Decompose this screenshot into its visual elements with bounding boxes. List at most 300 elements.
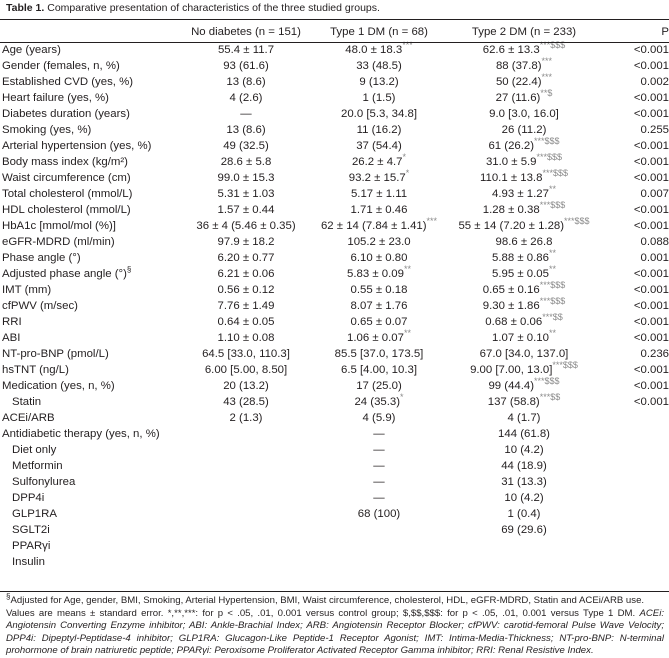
row-label-text: hsTNT (ng/L) [2, 364, 69, 376]
header-cell-type1: Type 1 DM (n = 68) [330, 26, 428, 38]
table-row [0, 170, 669, 186]
cell-no-diabetes-text: 0.56 ± 0.12 [217, 284, 275, 296]
table-row [0, 154, 669, 170]
cell-type2-text: 4.93 ± 1.27 [492, 188, 549, 200]
cell-no-diabetes-text: 28.6 ± 5.8 [220, 156, 272, 168]
header-cell-type2: Type 2 DM (n = 233) [471, 26, 577, 38]
header-cell-no-diabetes: No diabetes (n = 151) [191, 26, 301, 38]
cell-type2-text: 0.65 ± 0.16 [482, 284, 540, 296]
row-label [0, 474, 188, 490]
cell-type1 [304, 490, 454, 506]
cell-type1-text: 0.55 ± 0.18 [350, 284, 408, 296]
row-label [0, 42, 188, 58]
table-row [0, 394, 669, 410]
cell-type1-text: 68 (100) [357, 508, 401, 520]
cell-type2 [454, 410, 594, 426]
significance-marker: **$ [540, 88, 553, 99]
row-label [0, 234, 188, 250]
cell-no-diabetes-text: 20 (13.2) [223, 380, 269, 392]
cell-p-value [594, 154, 669, 170]
cell-p-value-text: <0.001 [633, 316, 669, 328]
cell-type2 [454, 266, 594, 282]
row-label-text: HbA1c [mmol/mol (%)] [2, 220, 116, 232]
cell-type1-text: 85.5 [37.0, 173.5] [334, 348, 424, 360]
significance-marker: ***$$$ [542, 168, 568, 179]
row-label-text: Waist circumference (cm) [2, 172, 131, 184]
cell-no-diabetes [188, 378, 304, 394]
cell-no-diabetes-text: 13 (8.6) [226, 76, 266, 88]
cell-no-diabetes-text: 36 ± 4 (5.46 ± 0.35) [196, 220, 296, 232]
row-label [0, 490, 188, 506]
table-row [0, 474, 669, 490]
significance-marker: * [405, 168, 410, 179]
row-label [0, 218, 188, 234]
cell-type1-text: 33 (48.5) [356, 60, 402, 72]
footnote-marker: § [6, 591, 11, 601]
cell-type2 [454, 186, 594, 202]
cell-no-diabetes-text: 1.57 ± 0.44 [217, 204, 275, 216]
row-label-text: HDL cholesterol (mmol/L) [2, 204, 131, 216]
header-cell-p: P [661, 26, 669, 38]
table-row [0, 362, 669, 378]
cell-p-value-text: <0.001 [633, 268, 669, 280]
cell-no-diabetes-text: 5.31 ± 1.03 [217, 188, 275, 200]
cell-no-diabetes-text: 99.0 ± 15.3 [217, 172, 275, 184]
cell-type2-text: 1.07 ± 0.10 [492, 332, 549, 344]
row-label [0, 522, 188, 538]
cell-type2-text: 44 (18.9) [501, 460, 547, 472]
cell-type2-text: 1 (0.4) [507, 508, 541, 520]
cell-type2-text: 137 (58.8) [487, 396, 540, 408]
cell-type2 [454, 522, 594, 538]
row-label-text: SGLT2i [12, 524, 50, 536]
cell-type2-text: 10 (4.2) [504, 444, 544, 456]
row-label-text: IMT (mm) [2, 284, 52, 296]
cell-no-diabetes-text: 97.9 ± 18.2 [217, 236, 275, 248]
cell-type2 [454, 298, 594, 314]
row-label-text: Arterial hypertension (yes, %) [2, 140, 152, 152]
cell-type1 [304, 314, 454, 330]
cell-p-value-text: <0.001 [633, 284, 669, 296]
cell-type1 [304, 458, 454, 474]
row-label [0, 458, 188, 474]
row-label [0, 154, 188, 170]
table-body [0, 42, 669, 570]
cell-no-diabetes [188, 554, 304, 570]
row-label-text: Smoking (yes, %) [2, 124, 92, 136]
cell-no-diabetes [188, 506, 304, 522]
cell-p-value [594, 186, 669, 202]
table-caption [6, 1, 380, 15]
row-label-text: Heart failure (yes, %) [2, 92, 109, 104]
cell-no-diabetes [188, 442, 304, 458]
cell-type1 [304, 378, 454, 394]
table-row [0, 42, 669, 58]
row-label [0, 170, 188, 186]
cell-type1-text: 26.2 ± 4.7 [351, 156, 403, 168]
cell-type2-text: 10 (4.2) [504, 492, 544, 504]
cell-p-value-text: <0.001 [633, 204, 669, 216]
cell-type1 [304, 250, 454, 266]
significance-marker: ***$$$ [539, 296, 566, 307]
significance-marker: ** [548, 248, 556, 259]
cell-no-diabetes [188, 122, 304, 138]
cell-type1-text: 5.17 ± 1.11 [350, 188, 408, 200]
cell-type2-text: 4 (1.7) [507, 412, 541, 424]
row-label [0, 394, 188, 410]
cell-type1-text: 4 (5.9) [362, 412, 396, 424]
cell-no-diabetes-text: 6.00 [5.00, 8.50] [204, 364, 288, 376]
cell-p-value [594, 330, 669, 346]
table-row [0, 554, 669, 570]
cell-no-diabetes-text: 2 (1.3) [229, 412, 263, 424]
cell-type2-text: 9.0 [3.0, 16.0] [489, 108, 559, 120]
row-label [0, 266, 188, 282]
cell-no-diabetes-text: 13 (8.6) [226, 124, 266, 136]
footnote-adjustment-text: Adjusted for Age, gender, BMI, Smoking, Arterial Hypertension, BMI, Waist circumference, cholesterol, HDL, eGFR-MDRD, Statin and ACEi/ARB use. [10, 595, 645, 606]
cell-type2 [454, 458, 594, 474]
table-row [0, 442, 669, 458]
table-row [0, 298, 669, 314]
cell-type2-text: 27 (11.6) [495, 92, 541, 104]
cell-p-value [594, 122, 669, 138]
cell-no-diabetes [188, 426, 304, 442]
row-label-text: Total cholesterol (mmol/L) [2, 188, 133, 200]
header-cell-label [0, 22, 188, 42]
cell-type1-text: 93.2 ± 15.7 [348, 172, 406, 184]
cell-no-diabetes [188, 538, 304, 554]
cell-type2-text: 31 (13.3) [501, 476, 547, 488]
cell-type1-text: 1.06 ± 0.07 [347, 332, 404, 344]
cell-p-value-text: <0.001 [633, 300, 669, 312]
cell-type2-text: 1.28 ± 0.38 [482, 204, 540, 216]
cell-type1 [304, 426, 454, 442]
row-label-text: ABI [2, 332, 21, 344]
cell-no-diabetes-text: 0.64 ± 0.05 [217, 316, 275, 328]
cell-no-diabetes [188, 154, 304, 170]
cell-no-diabetes [188, 138, 304, 154]
row-label-text: Statin [12, 396, 42, 408]
cell-p-value [594, 410, 669, 426]
cell-p-value-text: 0.255 [640, 124, 669, 136]
table-footnote [6, 591, 664, 658]
significance-marker: * [402, 152, 407, 163]
header-rule [0, 42, 669, 43]
row-label [0, 186, 188, 202]
cell-p-value [594, 442, 669, 458]
cell-p-value-text: <0.001 [633, 44, 669, 56]
cell-p-value [594, 522, 669, 538]
row-label [0, 58, 188, 74]
cell-type1-text: 5.83 ± 0.09 [347, 268, 404, 280]
row-label-text: DPP4i [12, 492, 45, 504]
cell-type1 [304, 506, 454, 522]
cell-no-diabetes [188, 234, 304, 250]
cell-no-diabetes [188, 170, 304, 186]
cell-type1-text: — [373, 492, 385, 504]
row-label-text: Established CVD (yes, %) [2, 76, 134, 88]
cell-p-value-text: <0.001 [633, 396, 669, 408]
row-label-text: eGFR-MDRD (ml/min) [2, 236, 115, 248]
footnote-adjustment [6, 591, 664, 608]
cell-p-value-text: <0.001 [633, 332, 669, 344]
cell-type2 [454, 394, 594, 410]
cell-type1 [304, 138, 454, 154]
cell-type1 [304, 186, 454, 202]
cell-type1-text: 1 (1.5) [362, 92, 396, 104]
cell-type1 [304, 330, 454, 346]
cell-type2-text: 5.88 ± 0.86 [492, 252, 549, 264]
cell-p-value [594, 202, 669, 218]
significance-marker: ***$$$ [552, 360, 578, 371]
cell-p-value [594, 74, 669, 90]
cell-type2-text: 99 (44.4) [488, 380, 535, 392]
top-rule [0, 19, 669, 20]
cell-p-value [594, 42, 669, 58]
table-row [0, 506, 669, 522]
cell-type2 [454, 442, 594, 458]
cell-p-value [594, 58, 669, 74]
cell-p-value-text: <0.001 [633, 380, 669, 392]
cell-type1-text: 11 (16.2) [356, 124, 402, 136]
cell-type2 [454, 90, 594, 106]
row-label [0, 426, 188, 442]
cell-type1-text: 105.2 ± 23.0 [347, 236, 411, 248]
header-row [0, 22, 669, 42]
cell-type2-text: 0.68 ± 0.06 [485, 316, 543, 328]
cell-type1-text: 0.65 ± 0.07 [350, 316, 408, 328]
cell-no-diabetes [188, 202, 304, 218]
footnote-values-text: Values are means ± standard error. *,**,***: for p < .05, .01, 0.001 versus control group; $,$$,$$$: for p < .05, .01, 0.001 versus Type 1 DM. [6, 607, 636, 619]
cell-p-value [594, 90, 669, 106]
cell-type1 [304, 234, 454, 250]
cell-p-value [594, 298, 669, 314]
significance-marker: ***$$$ [539, 40, 566, 51]
cell-p-value [594, 266, 669, 282]
cell-type1 [304, 410, 454, 426]
cell-type1 [304, 362, 454, 378]
row-label-text: NT-pro-BNP (pmol/L) [2, 348, 109, 360]
table-row [0, 410, 669, 426]
row-label [0, 378, 188, 394]
cell-type1 [304, 474, 454, 490]
cell-no-diabetes [188, 490, 304, 506]
cell-type1 [304, 170, 454, 186]
cell-type1-text: 8.07 ± 1.76 [350, 300, 408, 312]
cell-p-value [594, 282, 669, 298]
cell-no-diabetes [188, 522, 304, 538]
table-row [0, 426, 669, 442]
cell-p-value [594, 538, 669, 554]
cell-p-value-text: 0.002 [640, 76, 669, 88]
cell-type1 [304, 266, 454, 282]
cell-no-diabetes [188, 394, 304, 410]
cell-type2 [454, 554, 594, 570]
row-label [0, 314, 188, 330]
row-label [0, 138, 188, 154]
row-label [0, 330, 188, 346]
cell-type2-text: 31.0 ± 5.9 [485, 156, 537, 168]
cell-type1 [304, 282, 454, 298]
cell-type1 [304, 74, 454, 90]
cell-type2 [454, 218, 594, 234]
cell-p-value [594, 554, 669, 570]
cell-type1-text: 20.0 [5.3, 34.8] [341, 108, 417, 120]
cell-no-diabetes [188, 186, 304, 202]
cell-type1 [304, 154, 454, 170]
cell-p-value-text: <0.001 [633, 92, 669, 104]
cell-no-diabetes [188, 314, 304, 330]
cell-no-diabetes [188, 250, 304, 266]
cell-type2-text: 61 (26.2) [488, 140, 535, 152]
footnote-abbreviations: ACEi: Angiotensin Converting Enzyme inhibitor; ABI: Ankle-Brachial Index; ARB: Angiotensin Receptor Blocker; cfPWV: carotid-femoral Pulse Wave Velocity; DPP4i: Dipeptyl-Peptidase-4 inhibitor; GLP1RA: Glucagon-Like Peptide-1 Receptor Agonist; IMT: Intima-Media-Thickness; NT-pro-BNP: N-terminal prohormone of brain natriuretic peptide; PPARγi: Peroxisome Proliferator Activated Receptor Gamma inhibitor; RRI: Renal Resistive Index. [6, 607, 664, 656]
table-row [0, 250, 669, 266]
significance-marker: ** [403, 328, 411, 339]
cell-type2 [454, 170, 594, 186]
table-row [0, 138, 669, 154]
row-label-text: Phase angle (°) [2, 252, 81, 264]
cell-no-diabetes-text: — [240, 108, 252, 120]
cell-type2 [454, 122, 594, 138]
row-label [0, 122, 188, 138]
cell-type1 [304, 346, 454, 362]
table-row [0, 538, 669, 554]
row-label-text: Adjusted phase angle (°) [2, 268, 127, 280]
cell-no-diabetes-text: 64.5 [33.0, 110.3] [202, 348, 290, 360]
significance-marker: ** [403, 264, 411, 275]
row-label-text: ACEi/ARB [2, 412, 55, 424]
cell-no-diabetes [188, 42, 304, 58]
cell-no-diabetes-text: 6.21 ± 0.06 [217, 268, 275, 280]
cell-p-value-text: <0.001 [633, 364, 669, 376]
cell-no-diabetes-text: 55.4 ± 11.7 [217, 44, 275, 56]
significance-marker: *** [426, 216, 438, 227]
bottom-rule [0, 591, 669, 592]
row-label-text: Diabetes duration (years) [2, 108, 130, 120]
significance-marker: *** [402, 40, 413, 51]
cell-type2 [454, 250, 594, 266]
cell-no-diabetes [188, 74, 304, 90]
row-label [0, 250, 188, 266]
cell-type1 [304, 538, 454, 554]
cell-type1-text: 1.71 ± 0.46 [350, 204, 408, 216]
cell-type1-text: 17 (25.0) [356, 380, 402, 392]
row-label-text: Insulin [12, 556, 45, 568]
table-row [0, 458, 669, 474]
cell-p-value [594, 346, 669, 362]
table-row [0, 90, 669, 106]
cell-p-value [594, 394, 669, 410]
cell-p-value [594, 138, 669, 154]
cell-type1 [304, 58, 454, 74]
cell-type1 [304, 106, 454, 122]
table-row [0, 330, 669, 346]
significance-marker: ** [548, 264, 556, 275]
cell-no-diabetes [188, 330, 304, 346]
cell-p-value [594, 426, 669, 442]
table-row [0, 218, 669, 234]
cell-no-diabetes-text: 49 (32.5) [223, 140, 269, 152]
footnote-values [6, 608, 664, 658]
cell-type1-text: 24 (35.3) [354, 396, 401, 408]
cell-type2 [454, 314, 594, 330]
cell-p-value-text: <0.001 [633, 172, 669, 184]
cell-type2 [454, 362, 594, 378]
cell-type1-text: 37 (54.4) [356, 140, 402, 152]
cell-type2 [454, 154, 594, 170]
cell-type2 [454, 138, 594, 154]
cell-type1 [304, 42, 454, 58]
cell-p-value [594, 474, 669, 490]
significance-marker: ** [548, 184, 556, 195]
table-row [0, 186, 669, 202]
significance-marker: ***$$$ [534, 136, 560, 147]
cell-type1 [304, 122, 454, 138]
cell-type2 [454, 106, 594, 122]
row-label [0, 202, 188, 218]
cell-type2-text: 9.30 ± 1.86 [482, 300, 540, 312]
row-label-text: Sulfonylurea [12, 476, 76, 488]
caption-label: Table 1. [6, 2, 45, 14]
cell-no-diabetes [188, 346, 304, 362]
cell-type2-text: 26 (11.2) [501, 124, 547, 136]
table-row [0, 106, 669, 122]
cell-type1-text: 9 (13.2) [359, 76, 399, 88]
cell-type1-text: — [373, 460, 385, 472]
cell-type1 [304, 90, 454, 106]
row-label-text: Medication (yes, n, %) [2, 380, 115, 392]
significance-marker: ** [548, 328, 556, 339]
cell-p-value [594, 458, 669, 474]
cell-type1 [304, 554, 454, 570]
table-row [0, 314, 669, 330]
row-label [0, 346, 188, 362]
cell-type2-text: 69 (29.6) [501, 524, 547, 536]
cell-type2 [454, 234, 594, 250]
cell-p-value [594, 234, 669, 250]
cell-p-value-text: <0.001 [633, 220, 669, 232]
cell-type1 [304, 442, 454, 458]
row-label [0, 442, 188, 458]
significance-marker: * [400, 392, 404, 403]
row-label-text: cfPWV (m/sec) [2, 300, 78, 312]
row-label-text: GLP1RA [12, 508, 57, 520]
cell-type1-text: 6.5 [4.00, 10.3] [341, 364, 417, 376]
cell-no-diabetes-text: 1.10 ± 0.08 [217, 332, 275, 344]
cell-type2-text: 88 (37.8) [495, 60, 542, 72]
cell-p-value [594, 314, 669, 330]
cell-no-diabetes [188, 298, 304, 314]
table-row [0, 74, 669, 90]
cell-type2-text: 144 (61.8) [498, 428, 550, 440]
table-row [0, 282, 669, 298]
table-row [0, 522, 669, 538]
cell-type2-text: 98.6 ± 26.8 [495, 236, 553, 248]
row-label [0, 106, 188, 122]
row-label-text: Metformin [12, 460, 63, 472]
table-row [0, 378, 669, 394]
cell-type1-text: 6.10 ± 0.80 [350, 252, 408, 264]
row-label [0, 298, 188, 314]
significance-marker: ***$$$ [539, 280, 566, 291]
cell-type1-text: — [373, 428, 385, 440]
row-label-text: RRI [2, 316, 22, 328]
cell-no-diabetes [188, 362, 304, 378]
table-row [0, 234, 669, 250]
cell-type2-text: 110.1 ± 13.8 [480, 172, 543, 184]
cell-type2-text: 55 ± 14 (7.20 ± 1.28) [458, 220, 565, 232]
significance-marker: ***$$$ [536, 152, 563, 163]
